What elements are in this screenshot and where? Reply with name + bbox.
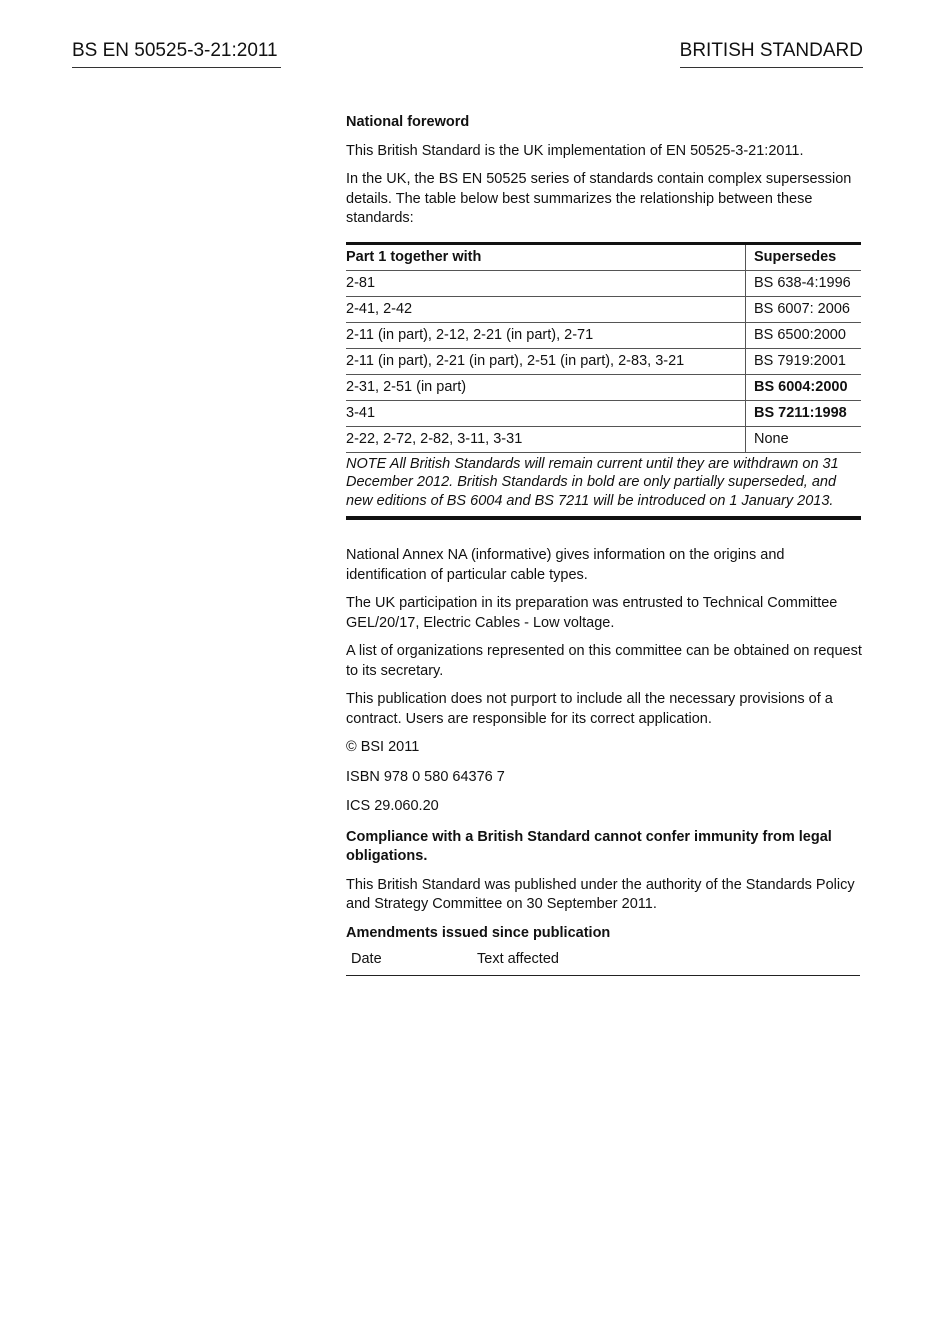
- table-row: [346, 374, 861, 400]
- supersedes-cell: BS 6007: 2006: [746, 296, 862, 322]
- parts-cell: 2-11 (in part), 2-21 (in part), 2-51 (in part), 2-83, 3-21: [346, 348, 746, 374]
- body-paragraph: A list of organizations represented on this committee can be obtained on request to its secretary.: [346, 643, 862, 679]
- ics-code: ICS 29.060.20: [346, 798, 439, 814]
- parts-cell: 2-11 (in part), 2-12, 2-21 (in part), 2-71: [346, 322, 746, 348]
- table-row: [346, 400, 861, 426]
- foreword-paragraph: In the UK, the BS EN 50525 series of standards contain complex supersession details. The table below best summarizes the relationship between these standards:: [346, 171, 852, 226]
- body-paragraph: This publication does not purport to include all the necessary provisions of a contract. Users are responsible for its correct application.: [346, 691, 833, 727]
- column-header: Part 1 together with: [346, 243, 746, 270]
- parts-cell: 2-22, 2-72, 2-82, 3-11, 3-31: [346, 426, 746, 452]
- supersedes-cell: BS 6004:2000: [746, 374, 862, 400]
- parts-cell: 2-41, 2-42: [346, 296, 746, 322]
- series-label: BRITISH STANDARD: [680, 40, 863, 68]
- amendments-table: [346, 948, 860, 976]
- table-note-row: [346, 452, 861, 518]
- amendments-title: Amendments issued since publication: [346, 924, 611, 941]
- body-paragraph: The UK participation in its preparation was entrusted to Technical Committee GEL/20/17, Electric Cables - Low voltage.: [346, 595, 838, 631]
- content-column: [346, 113, 862, 976]
- supersession-table: [346, 242, 861, 521]
- table-row: [346, 322, 861, 348]
- column-header: Supersedes: [746, 243, 862, 270]
- table-row: [346, 348, 861, 374]
- supersedes-cell: BS 6500:2000: [746, 322, 862, 348]
- compliance-statement: Compliance with a British Standard cannot confer immunity from legal obligations.: [346, 828, 832, 864]
- supersedes-cell: BS 638-4:1996: [746, 270, 862, 296]
- table-row: [346, 296, 861, 322]
- foreword-paragraph: This British Standard is the UK implementation of EN 50525-3-21:2011.: [346, 142, 804, 159]
- table-row: [346, 426, 861, 452]
- amendments-text-header: Text affected: [477, 951, 559, 967]
- isbn: ISBN 978 0 580 64376 7: [346, 768, 505, 785]
- parts-cell: 2-81: [346, 270, 746, 296]
- table-note: NOTE All British Standards will remain current until they are withdrawn on 31 December 2012. British Standards in bold are only partially superseded, and new editions of BS 6004 and BS 7211 will be introduced on 1 January 2013.: [346, 452, 861, 518]
- parts-cell: 2-31, 2-51 (in part): [346, 374, 746, 400]
- publication-statement: This British Standard was published under the authority of the Standards Policy and Strategy Committee on 30 September 2011.: [346, 876, 855, 912]
- foreword-title: National foreword: [346, 114, 470, 130]
- supersedes-cell: None: [746, 426, 862, 452]
- supersedes-cell: BS 7211:1998: [746, 400, 862, 426]
- amendments-date-header: Date: [351, 951, 382, 967]
- table-header-row: [346, 243, 861, 270]
- document-id: BS EN 50525-3-21:2011: [72, 40, 281, 68]
- table-row: [346, 270, 861, 296]
- body-paragraph: National Annex NA (informative) gives information on the origins and identification of particular cable types.: [346, 547, 785, 583]
- supersedes-cell: BS 7919:2001: [746, 348, 862, 374]
- copyright: © BSI 2011: [346, 739, 420, 755]
- parts-cell: 3-41: [346, 400, 746, 426]
